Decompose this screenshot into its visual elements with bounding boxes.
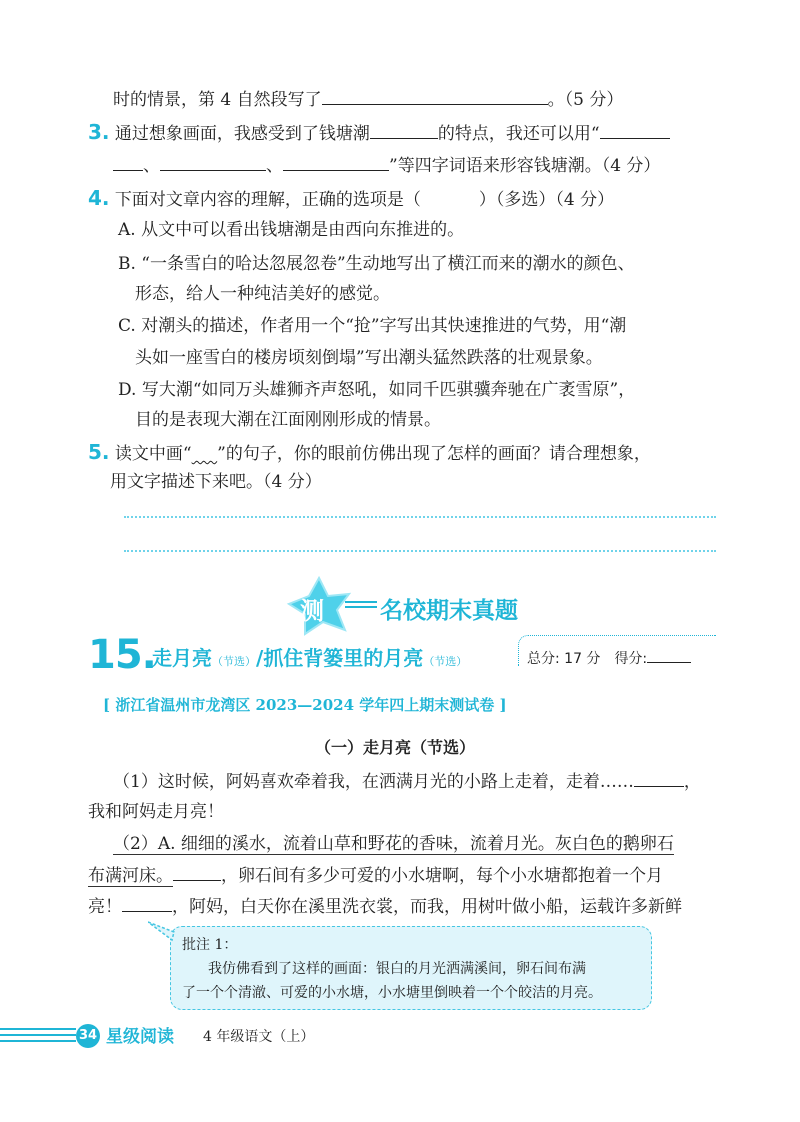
- answer-blank[interactable]: [113, 152, 143, 171]
- lesson-title: 走月亮（节选）/抓住背篓里的月亮（节选）: [152, 646, 468, 670]
- question-3-line1: 3. 通过想象画面，我感受到了钱塘潮 的特点，我还可以用“: [88, 120, 670, 146]
- q2-tail-line: 时的情景，第 4 自然段写了 。（5 分）: [113, 86, 623, 112]
- paragraph-2-line3: 亮！ ，阿妈，白天你在溪里洗衣裳，而我，用树叶做小船，运载许多新鲜: [88, 893, 682, 919]
- paragraph-2-line1: （2）A. 细细的溪水，流着山草和野花的香味，流着月光。灰白色的鹅卵石: [113, 834, 674, 854]
- answer-blank[interactable]: [122, 893, 172, 912]
- option-a[interactable]: A. 从文中可以看出钱塘潮是由西向东推进的。: [118, 220, 465, 240]
- section-title: 名校期末真题: [380, 598, 518, 624]
- option-d-line1[interactable]: D. 写大潮“如同万头雄狮齐声怒吼，如同千匹骐骥奔驰在广袤雪原”，: [118, 380, 636, 400]
- option-c-line2: 头如一座雪白的楼房顷刻倒塌”写出潮头猛然跌落的壮观景象。: [135, 348, 603, 368]
- answer-blank[interactable]: [370, 120, 438, 139]
- footer-rule: [0, 1028, 76, 1030]
- lesson-number: 15.: [88, 632, 156, 678]
- divider: [345, 606, 377, 608]
- page-number: 34: [76, 1024, 100, 1048]
- option-c-line1[interactable]: C. 对潮头的描述，作者用一个“抢”字写出其快速推进的气势，用“潮: [118, 316, 627, 336]
- annotation-pointer-icon: [148, 920, 176, 942]
- section-badge-text: 测: [300, 597, 324, 625]
- annotation-line1: 我仿佛看到了这样的画面：银白的月光洒满溪间，卵石间布满: [208, 961, 586, 977]
- answer-blank[interactable]: [283, 152, 389, 171]
- question-4-stem: 4. 下面对文章内容的理解，正确的选项是（ ）（多选）（4 分）: [88, 186, 615, 210]
- paragraph-2-line2: 布满河床。 ，卵石间有多少可爱的小水塘啊，每个小水塘都抱着一个月: [88, 862, 663, 888]
- wavy-underline-mark: [192, 444, 218, 464]
- option-d-line2: 目的是表现大潮在江面刚刚形成的情景。: [135, 410, 441, 430]
- answer-blank[interactable]: [173, 862, 221, 881]
- question-3-line2: 、 、 ”等四字词语来形容钱塘潮。（4 分）: [113, 152, 660, 178]
- source-label: [ 浙江省温州市龙湾区 2023—2024 学年四上期末测试卷 ]: [103, 696, 507, 714]
- annotation-title: 批注 1：: [182, 937, 238, 953]
- score-line: 总分: 17 分 得分:: [527, 648, 691, 668]
- answer-blank[interactable]: [634, 768, 684, 787]
- annotation-line2: 了一个个清澈、可爱的小水塘，小水塘里倒映着一个个皎洁的月亮。: [182, 985, 602, 1001]
- question-5-line1: 5. 读文中画“ ”的句子，你的眼前仿佛出现了怎样的画面？请合理想象，: [88, 440, 651, 464]
- grade-label: 4 年级语文（上）: [203, 1029, 315, 1045]
- option-b-line2: 形态，给人一种纯洁美好的感觉。: [135, 284, 390, 304]
- answer-dotted-line[interactable]: [124, 550, 716, 552]
- divider: [345, 601, 377, 603]
- brand-logo: 星级阅读: [106, 1027, 174, 1047]
- answer-blank[interactable]: [160, 152, 266, 171]
- score-blank[interactable]: [647, 648, 691, 663]
- answer-blank[interactable]: [322, 86, 548, 105]
- paragraph-1-line2: 我和阿妈走月亮！: [88, 802, 224, 822]
- footer-rule: [0, 1034, 76, 1036]
- answer-dotted-line[interactable]: [124, 516, 716, 518]
- question-5-line2: 用文字描述下来吧。（4 分）: [110, 472, 322, 492]
- passage-heading: （一）走月亮（节选）: [315, 738, 476, 757]
- paragraph-1-line1: （1）这时候，阿妈喜欢牵着我，在洒满月光的小路上走着，走着…… ，: [113, 768, 701, 794]
- option-b-line1[interactable]: B. “一条雪白的哈达忽展忽卷”生动地写出了横江而来的潮水的颜色、: [118, 254, 635, 274]
- answer-blank[interactable]: [600, 120, 670, 139]
- footer-rule: [0, 1040, 76, 1042]
